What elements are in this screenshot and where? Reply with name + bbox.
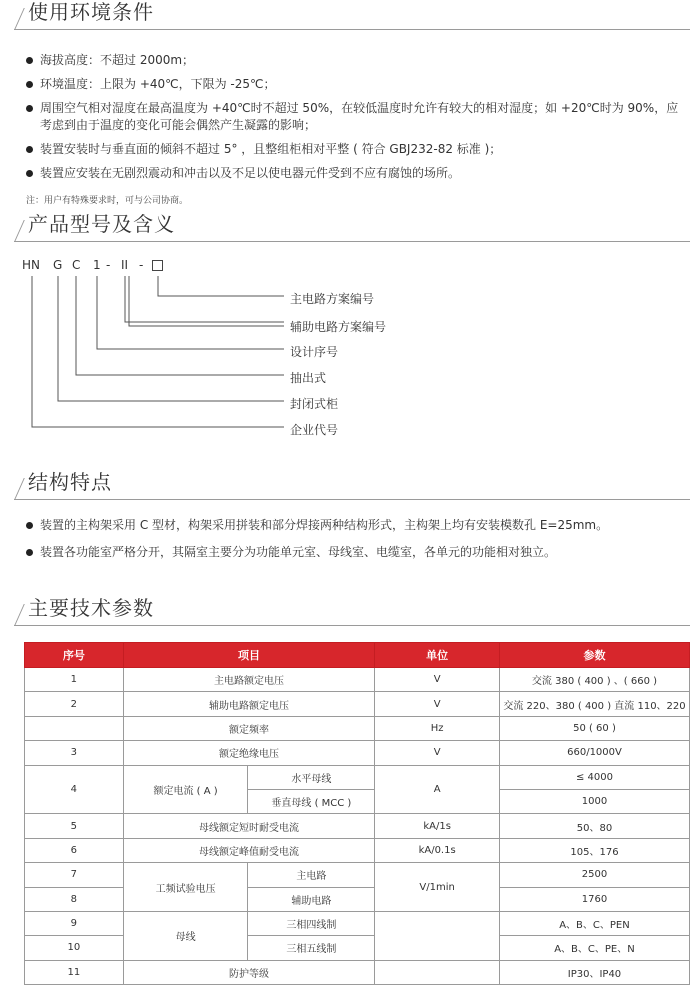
cell-subitem: 三相五线制 bbox=[248, 936, 375, 960]
cell-unit: kA/1s bbox=[375, 814, 500, 838]
env-note: 注：用户有特殊要求时，可与公司协商。 bbox=[26, 196, 189, 206]
cell-no: 5 bbox=[25, 814, 124, 838]
cell-param: A、B、C、PE、N bbox=[499, 936, 689, 960]
model-label: 封闭式柜 bbox=[290, 397, 339, 411]
table-row bbox=[25, 838, 690, 862]
cell-no bbox=[25, 716, 124, 740]
cell-unit: Hz bbox=[375, 716, 500, 740]
header-item: 项目 bbox=[123, 643, 375, 668]
cell-no: 10 bbox=[25, 936, 124, 960]
cell-param: 105、176 bbox=[499, 838, 689, 862]
cell-no: 3 bbox=[25, 741, 124, 765]
cell-no: 1 bbox=[25, 668, 124, 692]
table-row bbox=[25, 814, 690, 838]
table-row bbox=[25, 765, 690, 789]
cell-item: 防护等级 bbox=[123, 960, 375, 984]
model-code-hn: HN bbox=[22, 258, 40, 272]
section-title-structure bbox=[14, 470, 690, 500]
cell-unit: V bbox=[375, 668, 500, 692]
params-table bbox=[24, 642, 690, 985]
list-item: 周围空气相对湿度在最高温度为 +40℃时不超过 50%，在较低温度时允许有较大的相对湿度；如 +20℃时为 90%，应考虑到由于温度的变化可能会偶然产生凝露的影响； bbox=[26, 100, 690, 134]
cell-unit: V bbox=[375, 692, 500, 716]
table-row bbox=[25, 960, 690, 984]
list-item: 装置安装时与垂直面的倾斜不超过 5° ，且整组柜相对平整 ( 符合 GBJ232-82 标准 )； bbox=[26, 141, 690, 158]
cell-item: 工频试验电压 bbox=[123, 863, 248, 912]
model-label: 设计序号 bbox=[290, 345, 339, 359]
cell-param: A、B、C、PEN bbox=[499, 911, 689, 935]
model-code-c: C bbox=[72, 258, 81, 272]
cell-param: ≤ 4000 bbox=[499, 765, 689, 789]
cell-no: 6 bbox=[25, 838, 124, 862]
table-row bbox=[25, 863, 690, 887]
list-item: 装置应安装在无剧烈震动和冲击以及不足以使电器元件受到不应有腐蚀的场所。 bbox=[26, 165, 690, 182]
section-title-params bbox=[14, 596, 690, 626]
cell-unit bbox=[375, 911, 500, 960]
cell-item: 主电路额定电压 bbox=[123, 668, 375, 692]
section-title-env bbox=[14, 0, 690, 30]
cell-no: 7 bbox=[25, 863, 124, 887]
structure-list bbox=[26, 517, 690, 561]
cell-param: 50 ( 60 ) bbox=[499, 716, 689, 740]
section-title-text: 使用环境条件 bbox=[28, 0, 154, 24]
table-row bbox=[25, 716, 690, 740]
section-title-text: 产品型号及含义 bbox=[28, 212, 175, 236]
header-unit: 单位 bbox=[375, 643, 500, 668]
table-header-row bbox=[25, 643, 690, 668]
table-row bbox=[25, 692, 690, 716]
cell-param: 1760 bbox=[499, 887, 689, 911]
list-item: 装置的主构架采用 C 型材，构架采用拼装和部分焊接两种结构形式，主构架上均有安装模数孔 E=25mm。 bbox=[26, 517, 690, 534]
cell-param: 交流 380 ( 400 ) 、( 660 ) bbox=[499, 668, 689, 692]
cell-no: 11 bbox=[25, 960, 124, 984]
section-title-text: 主要技术参数 bbox=[28, 596, 154, 620]
cell-param: 660/1000V bbox=[499, 741, 689, 765]
model-code-g: G bbox=[53, 258, 63, 272]
section-title-text: 结构特点 bbox=[28, 470, 112, 494]
cell-item: 母线 bbox=[123, 911, 248, 960]
table-row bbox=[25, 911, 690, 935]
cell-no: 9 bbox=[25, 911, 124, 935]
model-label: 抽出式 bbox=[290, 371, 327, 385]
cell-param: 2500 bbox=[499, 863, 689, 887]
cell-subitem: 辅助电路 bbox=[248, 887, 375, 911]
cell-item: 母线额定短时耐受电流 bbox=[123, 814, 375, 838]
cell-unit: kA/0.1s bbox=[375, 838, 500, 862]
cell-item: 额定频率 bbox=[123, 716, 375, 740]
cell-unit: A bbox=[375, 765, 500, 814]
list-item: 环境温度：上限为 +40℃，下限为 -25℃； bbox=[26, 76, 690, 93]
cell-subitem: 垂直母线 ( MCC ) bbox=[248, 789, 375, 813]
cell-subitem: 主电路 bbox=[248, 863, 375, 887]
env-list bbox=[26, 52, 690, 182]
cell-item: 额定绝缘电压 bbox=[123, 741, 375, 765]
table-row bbox=[25, 741, 690, 765]
model-code-1: 1 bbox=[93, 258, 101, 272]
table-row bbox=[25, 668, 690, 692]
model-label: 辅助电路方案编号 bbox=[290, 320, 387, 334]
cell-unit: V/1min bbox=[375, 863, 500, 912]
cell-param: 1000 bbox=[499, 789, 689, 813]
model-code-dash: - bbox=[106, 258, 111, 272]
cell-param: 交流 220、380 ( 400 ) 直流 110、220 bbox=[499, 692, 689, 716]
model-label: 企业代号 bbox=[290, 423, 339, 437]
model-label: 主电路方案编号 bbox=[290, 292, 375, 306]
header-param: 参数 bbox=[499, 643, 689, 668]
model-code-diagram bbox=[22, 258, 442, 438]
section-title-model bbox=[14, 212, 690, 242]
cell-subitem: 水平母线 bbox=[248, 765, 375, 789]
list-item: 海拔高度：不超过 2000m； bbox=[26, 52, 690, 69]
list-item: 装置各功能室严格分开，其隔室主要分为功能单元室、母线室、电缆室，各单元的功能相对独立。 bbox=[26, 544, 690, 561]
cell-param: 50、80 bbox=[499, 814, 689, 838]
cell-no: 2 bbox=[25, 692, 124, 716]
cell-subitem: 三相四线制 bbox=[248, 911, 375, 935]
header-no: 序号 bbox=[25, 643, 124, 668]
cell-param: IP30、IP40 bbox=[499, 960, 689, 984]
model-code-ii: II bbox=[121, 258, 129, 272]
cell-item: 辅助电路额定电压 bbox=[123, 692, 375, 716]
cell-unit: V bbox=[375, 741, 500, 765]
cell-item: 额定电流 ( A ) bbox=[123, 765, 248, 814]
model-code-connectors bbox=[22, 258, 442, 438]
model-code-dash: - bbox=[139, 258, 144, 272]
cell-no: 4 bbox=[25, 765, 124, 814]
cell-no: 8 bbox=[25, 887, 124, 911]
cell-unit bbox=[375, 960, 500, 984]
placeholder-box-icon bbox=[152, 260, 163, 271]
cell-item: 母线额定峰值耐受电流 bbox=[123, 838, 375, 862]
